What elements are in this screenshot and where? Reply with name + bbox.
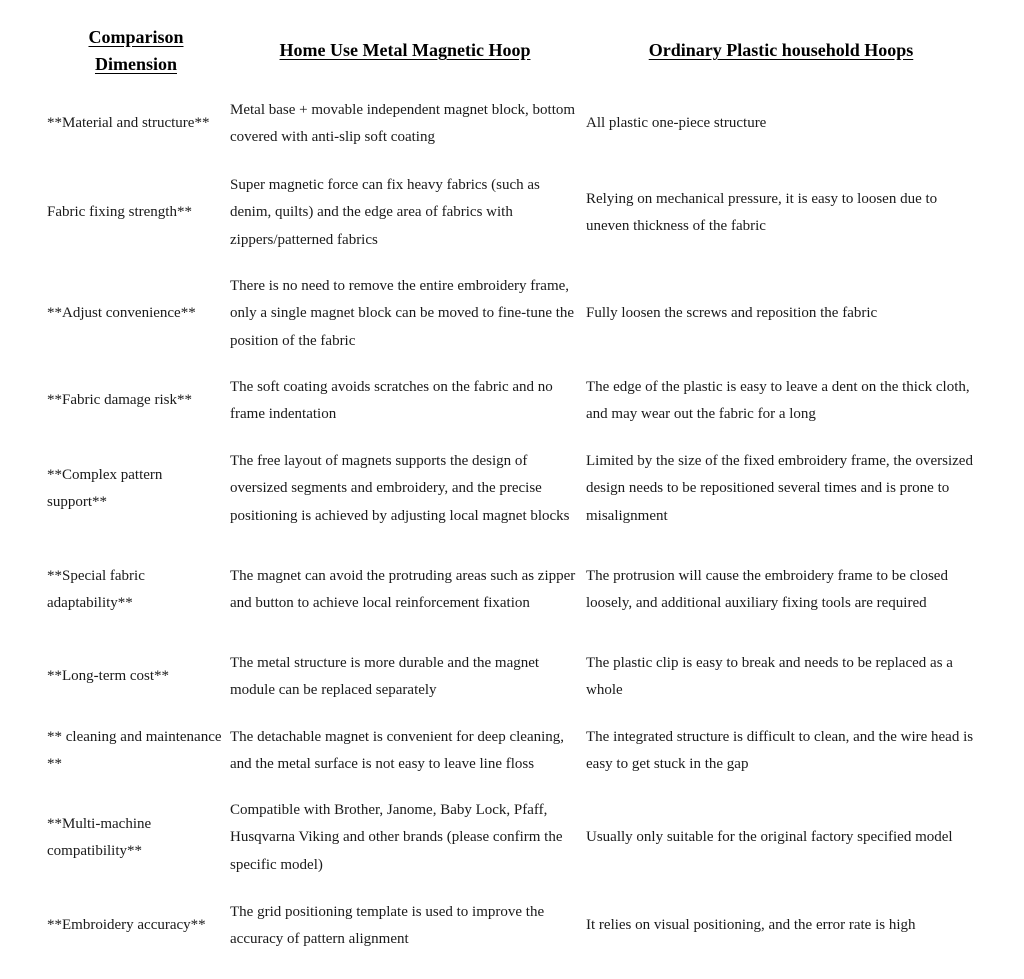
row-plastic-value: The edge of the plastic is easy to leave a dent on the thick cloth, and may wear out the fabric for a long — [586, 378, 970, 422]
row-plastic-value: Relying on mechanical pressure, it is easy to loosen due to uneven thickness of the fabric — [586, 190, 938, 234]
row-dimension: **Long-term cost** — [47, 668, 170, 685]
row-dimension: **Fabric damage risk** — [47, 392, 192, 409]
table-row — [0, 447, 1024, 531]
table-row — [0, 272, 1024, 356]
table-row — [0, 548, 1024, 632]
row-plastic-value: Usually only suitable for the original factory specified model — [586, 829, 953, 846]
row-metal-value: There is no need to remove the entire embroidery frame, only a single magnet block can be moved to fine-tune the position of the fabric — [230, 277, 575, 349]
row-dimension: **Complex pattern support** — [47, 466, 163, 510]
row-metal-value: The magnet can avoid the protruding areas such as zipper and button to achieve local reinforcement fixation — [230, 567, 576, 611]
row-metal-value: The grid positioning template is used to improve the accuracy of pattern alignment — [230, 903, 545, 947]
row-dimension: **Embroidery accuracy** — [47, 917, 206, 934]
header-metal-magnetic-hoop: Home Use Metal Magnetic Hoop — [279, 40, 531, 60]
row-metal-value: Super magnetic force can fix heavy fabrics (such as denim, quilts) and the edge area of fabrics with zippers/patterned fabrics — [230, 176, 540, 248]
row-metal-value: The free layout of magnets supports the design of oversized segments and embroidery, and the precise positioning is achieved by adjusting local magnet blocks — [230, 452, 570, 524]
row-metal-value: The detachable magnet is convenient for deep cleaning, and the metal surface is not easy to leave line floss — [230, 728, 565, 772]
row-dimension: ** cleaning and maintenance ** — [47, 728, 222, 772]
row-plastic-value: The protrusion will cause the embroidery frame to be closed loosely, and additional auxiliary fixing tools are required — [586, 567, 948, 611]
row-dimension: **Material and structure** — [47, 115, 210, 132]
row-plastic-value: Limited by the size of the fixed embroidery frame, the oversized design needs to be repositioned several times and is prone to misalignment — [586, 452, 973, 524]
row-dimension: **Special fabric adaptability** — [47, 567, 145, 611]
row-dimension: **Adjust convenience** — [47, 305, 196, 322]
table-row — [0, 723, 1024, 779]
table-row — [0, 96, 1024, 152]
header-comparison-dimension: Comparison Dimension — [88, 27, 184, 74]
table-row — [0, 171, 1024, 255]
row-dimension: Fabric fixing strength** — [47, 204, 192, 221]
row-metal-value: Metal base + movable independent magnet block, bottom covered with anti-slip soft coating — [230, 101, 576, 145]
row-plastic-value: The integrated structure is difficult to clean, and the wire head is easy to get stuck in the gap — [586, 728, 974, 772]
row-plastic-value: The plastic clip is easy to break and needs to be replaced as a whole — [586, 654, 953, 698]
table-row — [0, 649, 1024, 705]
row-metal-value: Compatible with Brother, Janome, Baby Lock, Pfaff, Husqvarna Viking and other brands (please confirm the specific model) — [230, 801, 563, 873]
row-metal-value: The soft coating avoids scratches on the fabric and no frame indentation — [230, 378, 553, 422]
row-metal-value: The metal structure is more durable and the magnet module can be replaced separately — [230, 654, 540, 698]
row-plastic-value: It relies on visual positioning, and the error rate is high — [586, 917, 916, 934]
row-plastic-value: Fully loosen the screws and reposition the fabric — [586, 305, 878, 322]
header-plastic-hoops: Ordinary Plastic household Hoops — [648, 40, 914, 60]
table-row — [0, 373, 1024, 429]
row-dimension: **Multi-machine compatibility** — [47, 815, 152, 859]
table-row — [0, 796, 1024, 880]
table-row — [0, 898, 1024, 954]
row-plastic-value: All plastic one-piece structure — [586, 115, 767, 132]
